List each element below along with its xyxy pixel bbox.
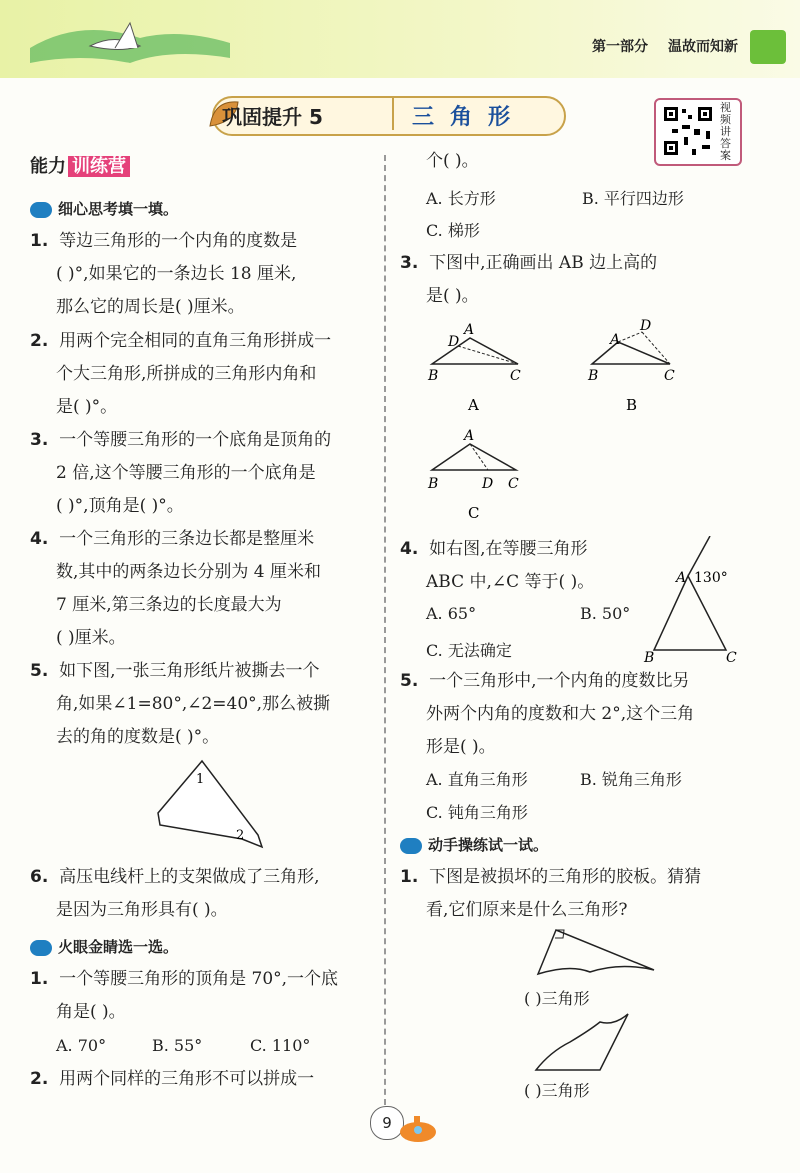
c5-line3: 形是( )。 <box>426 737 496 757</box>
section-1-title: 细心思考填一填。 <box>58 200 179 218</box>
title-separator <box>392 98 394 130</box>
svg-text:B: B <box>588 368 599 384</box>
svg-text:A: A <box>464 428 475 444</box>
q2-line3: 是( )°。 <box>56 397 118 417</box>
q4-line1: 一个三角形的三条边长都是整厘米 <box>59 529 315 549</box>
c4-option-a[interactable]: A. 65° <box>426 604 477 623</box>
qr-pattern-icon <box>662 105 714 157</box>
c2-continuation: 个( )。 <box>426 151 479 171</box>
c3-fig-b-label: B <box>626 396 638 414</box>
q6-line1: 高压电线杆上的支架做成了三角形, <box>59 867 320 887</box>
q4: 4. 一个三角形的三条边长都是整厘米 <box>30 529 315 549</box>
svg-text:A: A <box>464 322 475 338</box>
c5-option-c[interactable]: C. 钝角三角形 <box>426 803 528 822</box>
c2-option-a[interactable]: A. 长方形 <box>426 189 496 208</box>
angle-2-label: 2 <box>236 828 245 843</box>
section-1-heading <box>30 198 178 219</box>
camp-label-b: 训练营 <box>68 156 130 177</box>
q5-line1: 如下图,一张三角形纸片被撕去一个 <box>59 661 320 681</box>
q2-line1: 用两个完全相同的直角三角形拼成一 <box>59 331 332 351</box>
q6: 6. 高压电线杆上的支架做成了三角形, <box>30 867 320 887</box>
section-3-heading <box>400 834 548 855</box>
c5-option-a[interactable]: A. 直角三角形 <box>426 770 528 789</box>
svg-text:D: D <box>448 334 460 350</box>
q3-line1: 一个等腰三角形的一个底角是顶角的 <box>59 430 332 450</box>
c2-option-c[interactable]: C. 梯形 <box>426 221 480 240</box>
height-figure-c <box>420 426 540 526</box>
header-decoration <box>750 30 786 64</box>
c3-line1: 下图中,正确画出 AB 边上高的 <box>429 253 658 273</box>
submarine-icon <box>392 1110 440 1146</box>
c4-angle-label: 130° <box>694 570 728 586</box>
c1-option-c[interactable]: C. 110° <box>250 1036 311 1055</box>
svg-text:D: D <box>640 318 652 334</box>
c3: 3. 下图中,正确画出 AB 边上高的 <box>400 253 658 273</box>
c1-line1: 一个等腰三角形的顶角是 70°,一个底 <box>59 969 339 989</box>
c2-option-b[interactable]: B. 平行四边形 <box>582 189 684 208</box>
p1-line2: 看,它们原来是什么三角形? <box>426 900 628 920</box>
camp-label-a: 能力 <box>30 156 66 177</box>
q4-line2: 数,其中的两条边长分别为 4 厘米和 <box>56 562 322 582</box>
c5-line2: 外两个内角的度数和大 2°,这个三角 <box>426 704 695 724</box>
c3-fig-a-label: A <box>468 396 479 414</box>
column-divider <box>384 155 386 1115</box>
c4-line2: ABC 中,∠C 等于( )。 <box>426 572 595 592</box>
q4-line4: ( )厘米。 <box>56 628 126 648</box>
svg-text:C: C <box>510 368 521 384</box>
p1-answer-1[interactable]: ( )三角形 <box>524 989 590 1008</box>
page-number: 9 <box>370 1106 404 1140</box>
c3-fig-c-label: C <box>468 504 480 522</box>
p1: 1. 下图是被损坏的三角形的胶板。猜猜 <box>400 867 702 887</box>
c2: 2. 用两个同样的三角形不可以拼成一 <box>30 1069 315 1089</box>
q6-line2: 是因为三角形具有( )。 <box>56 900 228 920</box>
svg-text:A: A <box>676 570 687 586</box>
c3-line2: 是( )。 <box>426 286 479 306</box>
height-figure-a-b <box>420 316 720 420</box>
c4-option-b[interactable]: B. 50° <box>580 604 631 623</box>
q5-line2: 角,如果∠1=80°,∠2=40°,那么被撕 <box>56 694 331 714</box>
section-badge-icon <box>30 940 52 956</box>
svg-text:D: D <box>482 476 494 492</box>
q3: 3. 一个等腰三角形的一个底角是顶角的 <box>30 430 332 450</box>
svg-text:B: B <box>428 368 439 384</box>
c5: 5. 一个三角形中,一个内角的度数比另 <box>400 671 690 691</box>
header-section: 温故而知新 <box>668 39 738 55</box>
c5-option-b[interactable]: B. 锐角三角形 <box>580 770 682 789</box>
c4-line1: 如右图,在等腰三角形 <box>429 539 588 559</box>
q5-line3: 去的角的度数是( )°。 <box>56 727 220 747</box>
c4-option-c[interactable]: C. 无法确定 <box>426 641 512 660</box>
c5-line1: 一个三角形中,一个内角的度数比另 <box>429 671 690 691</box>
q3-line2: 2 倍,这个等腰三角形的一个底角是 <box>56 463 316 483</box>
svg-text:C: C <box>664 368 675 384</box>
q2-line2: 个大三角形,所拼成的三角形内角和 <box>56 364 317 384</box>
q1-line2: ( )°,如果它的一条边长 18 厘米, <box>56 264 297 284</box>
c1-option-a[interactable]: A. 70° <box>56 1036 107 1055</box>
c4: 4. 如右图,在等腰三角形 <box>400 539 588 559</box>
svg-text:C: C <box>726 650 737 666</box>
torn-triangle-figure <box>150 755 280 855</box>
seagull-illustration <box>20 8 240 78</box>
q4-line3: 7 厘米,第三条边的长度最大为 <box>56 595 282 615</box>
q3-line3: ( )°,顶角是( )°。 <box>56 496 184 516</box>
camp-label <box>30 152 130 178</box>
section-badge-icon <box>30 202 52 218</box>
qr-label: 视频讲答案 <box>720 101 731 162</box>
section-3-title: 动手操练试一试。 <box>428 836 549 854</box>
c1: 1. 一个等腰三角形的顶角是 70°,一个底 <box>30 969 339 989</box>
section-badge-icon <box>400 838 422 854</box>
section-2-title: 火眼金睛选一选。 <box>58 938 179 956</box>
broken-triangle-1 <box>530 926 670 982</box>
svg-text:C: C <box>508 476 519 492</box>
isosceles-triangle-figure <box>640 536 770 666</box>
svg-text:A: A <box>610 332 621 348</box>
angle-1-label: 1 <box>196 772 205 787</box>
svg-text:B: B <box>428 476 439 492</box>
q1: 1. 等边三角形的一个内角的度数是 <box>30 231 298 251</box>
header-part: 第一部分 <box>592 39 648 55</box>
broken-triangle-2 <box>530 1012 640 1076</box>
q1-line1: 等边三角形的一个内角的度数是 <box>59 231 298 251</box>
c1-option-b[interactable]: B. 55° <box>152 1036 203 1055</box>
q5: 5. 如下图,一张三角形纸片被撕去一个 <box>30 661 320 681</box>
svg-text:B: B <box>644 650 655 666</box>
lesson-number: 巩固提升 5 <box>222 105 323 129</box>
qr-code[interactable] <box>654 98 742 166</box>
c2-line1: 用两个同样的三角形不可以拼成一 <box>59 1069 315 1089</box>
section-2-heading <box>30 936 178 957</box>
q2: 2. 用两个完全相同的直角三角形拼成一 <box>30 331 332 351</box>
p1-line1: 下图是被损坏的三角形的胶板。猜猜 <box>429 867 702 887</box>
q1-line3: 那么它的周长是( )厘米。 <box>56 297 245 317</box>
p1-answer-2[interactable]: ( )三角形 <box>524 1081 590 1100</box>
lesson-title: 三角形 <box>412 105 527 130</box>
c1-line2: 角是( )。 <box>56 1002 126 1022</box>
